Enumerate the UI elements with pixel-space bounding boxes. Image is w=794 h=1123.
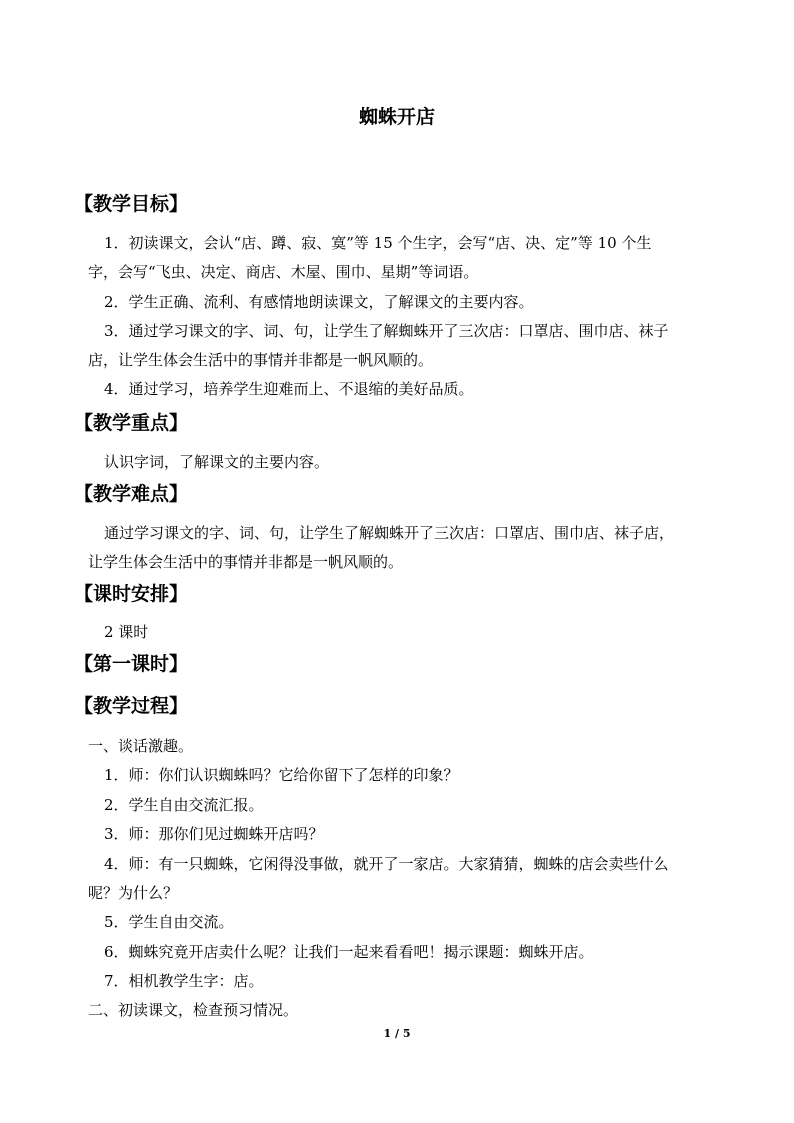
process-item: 6．蜘蛛究竟开店卖什么呢？让我们一起来看看吧！揭示课题：蜘蛛开店。 (104, 943, 594, 961)
objective-line: 字，会写“飞虫、决定、商店、木屋、围巾、星期”等词语。 (88, 263, 479, 281)
page-number: 1 / 5 (383, 1027, 411, 1040)
objective-line: 2．学生正确、流利、有感情地朗读课文，了解课文的主要内容。 (104, 293, 534, 311)
objective-line: 3．通过学习课文的字、词、句，让学生了解蜘蛛开了三次店：口罩店、围巾店、袜子 (104, 322, 669, 340)
heading-first-lesson: 【第一课时】 (74, 653, 189, 675)
process-item: 1．师：你们认识蜘蛛吗？它给你留下了怎样的印象？ (104, 766, 459, 784)
schedule-line: 2 课时 (104, 623, 149, 641)
process-item: 3．师：那你们见过蜘蛛开店吗？ (104, 825, 324, 843)
heading-difficulties: 【教学难点】 (74, 483, 189, 505)
document-title: 蜘蛛开店 (358, 106, 435, 128)
objective-line: 4．通过学习，培养学生迎难而上、不退缩的美好品质。 (104, 380, 474, 398)
process-item: 2．学生自由交流汇报。 (104, 796, 264, 814)
heading-process: 【教学过程】 (74, 695, 189, 717)
process-part-heading: 二、初读课文，检查预习情况。 (88, 1001, 299, 1019)
process-item: 7．相机教学生字：店。 (104, 972, 264, 990)
heading-objectives: 【教学目标】 (74, 193, 189, 215)
process-item: 呢？为什么？ (88, 884, 179, 902)
key-points-line: 认识字词，了解课文的主要内容。 (104, 453, 330, 471)
objective-line: 店，让学生体会生活中的事情并非都是一帆风顺的。 (88, 351, 434, 369)
difficulties-line: 通过学习课文的字、词、句，让学生了解蜘蛛开了三次店：口罩店、围巾店、袜子店， (104, 524, 675, 542)
process-part-heading: 一、谈话激趣。 (88, 737, 194, 755)
heading-schedule: 【课时安排】 (74, 583, 189, 605)
difficulties-line: 让学生体会生活中的事情并非都是一帆风顺的。 (88, 553, 404, 571)
process-item: 4．师：有一只蜘蛛，它闲得没事做，就开了一家店。大家猜猜，蜘蛛的店会卖些什么 (104, 855, 669, 873)
heading-key-points: 【教学重点】 (74, 412, 189, 434)
process-item: 5．学生自由交流。 (104, 913, 234, 931)
objective-line: 1．初读课文，会认“店、蹲、寂、寞”等 15 个生字，会写“店、决、定”等 10 个生 (104, 234, 652, 252)
